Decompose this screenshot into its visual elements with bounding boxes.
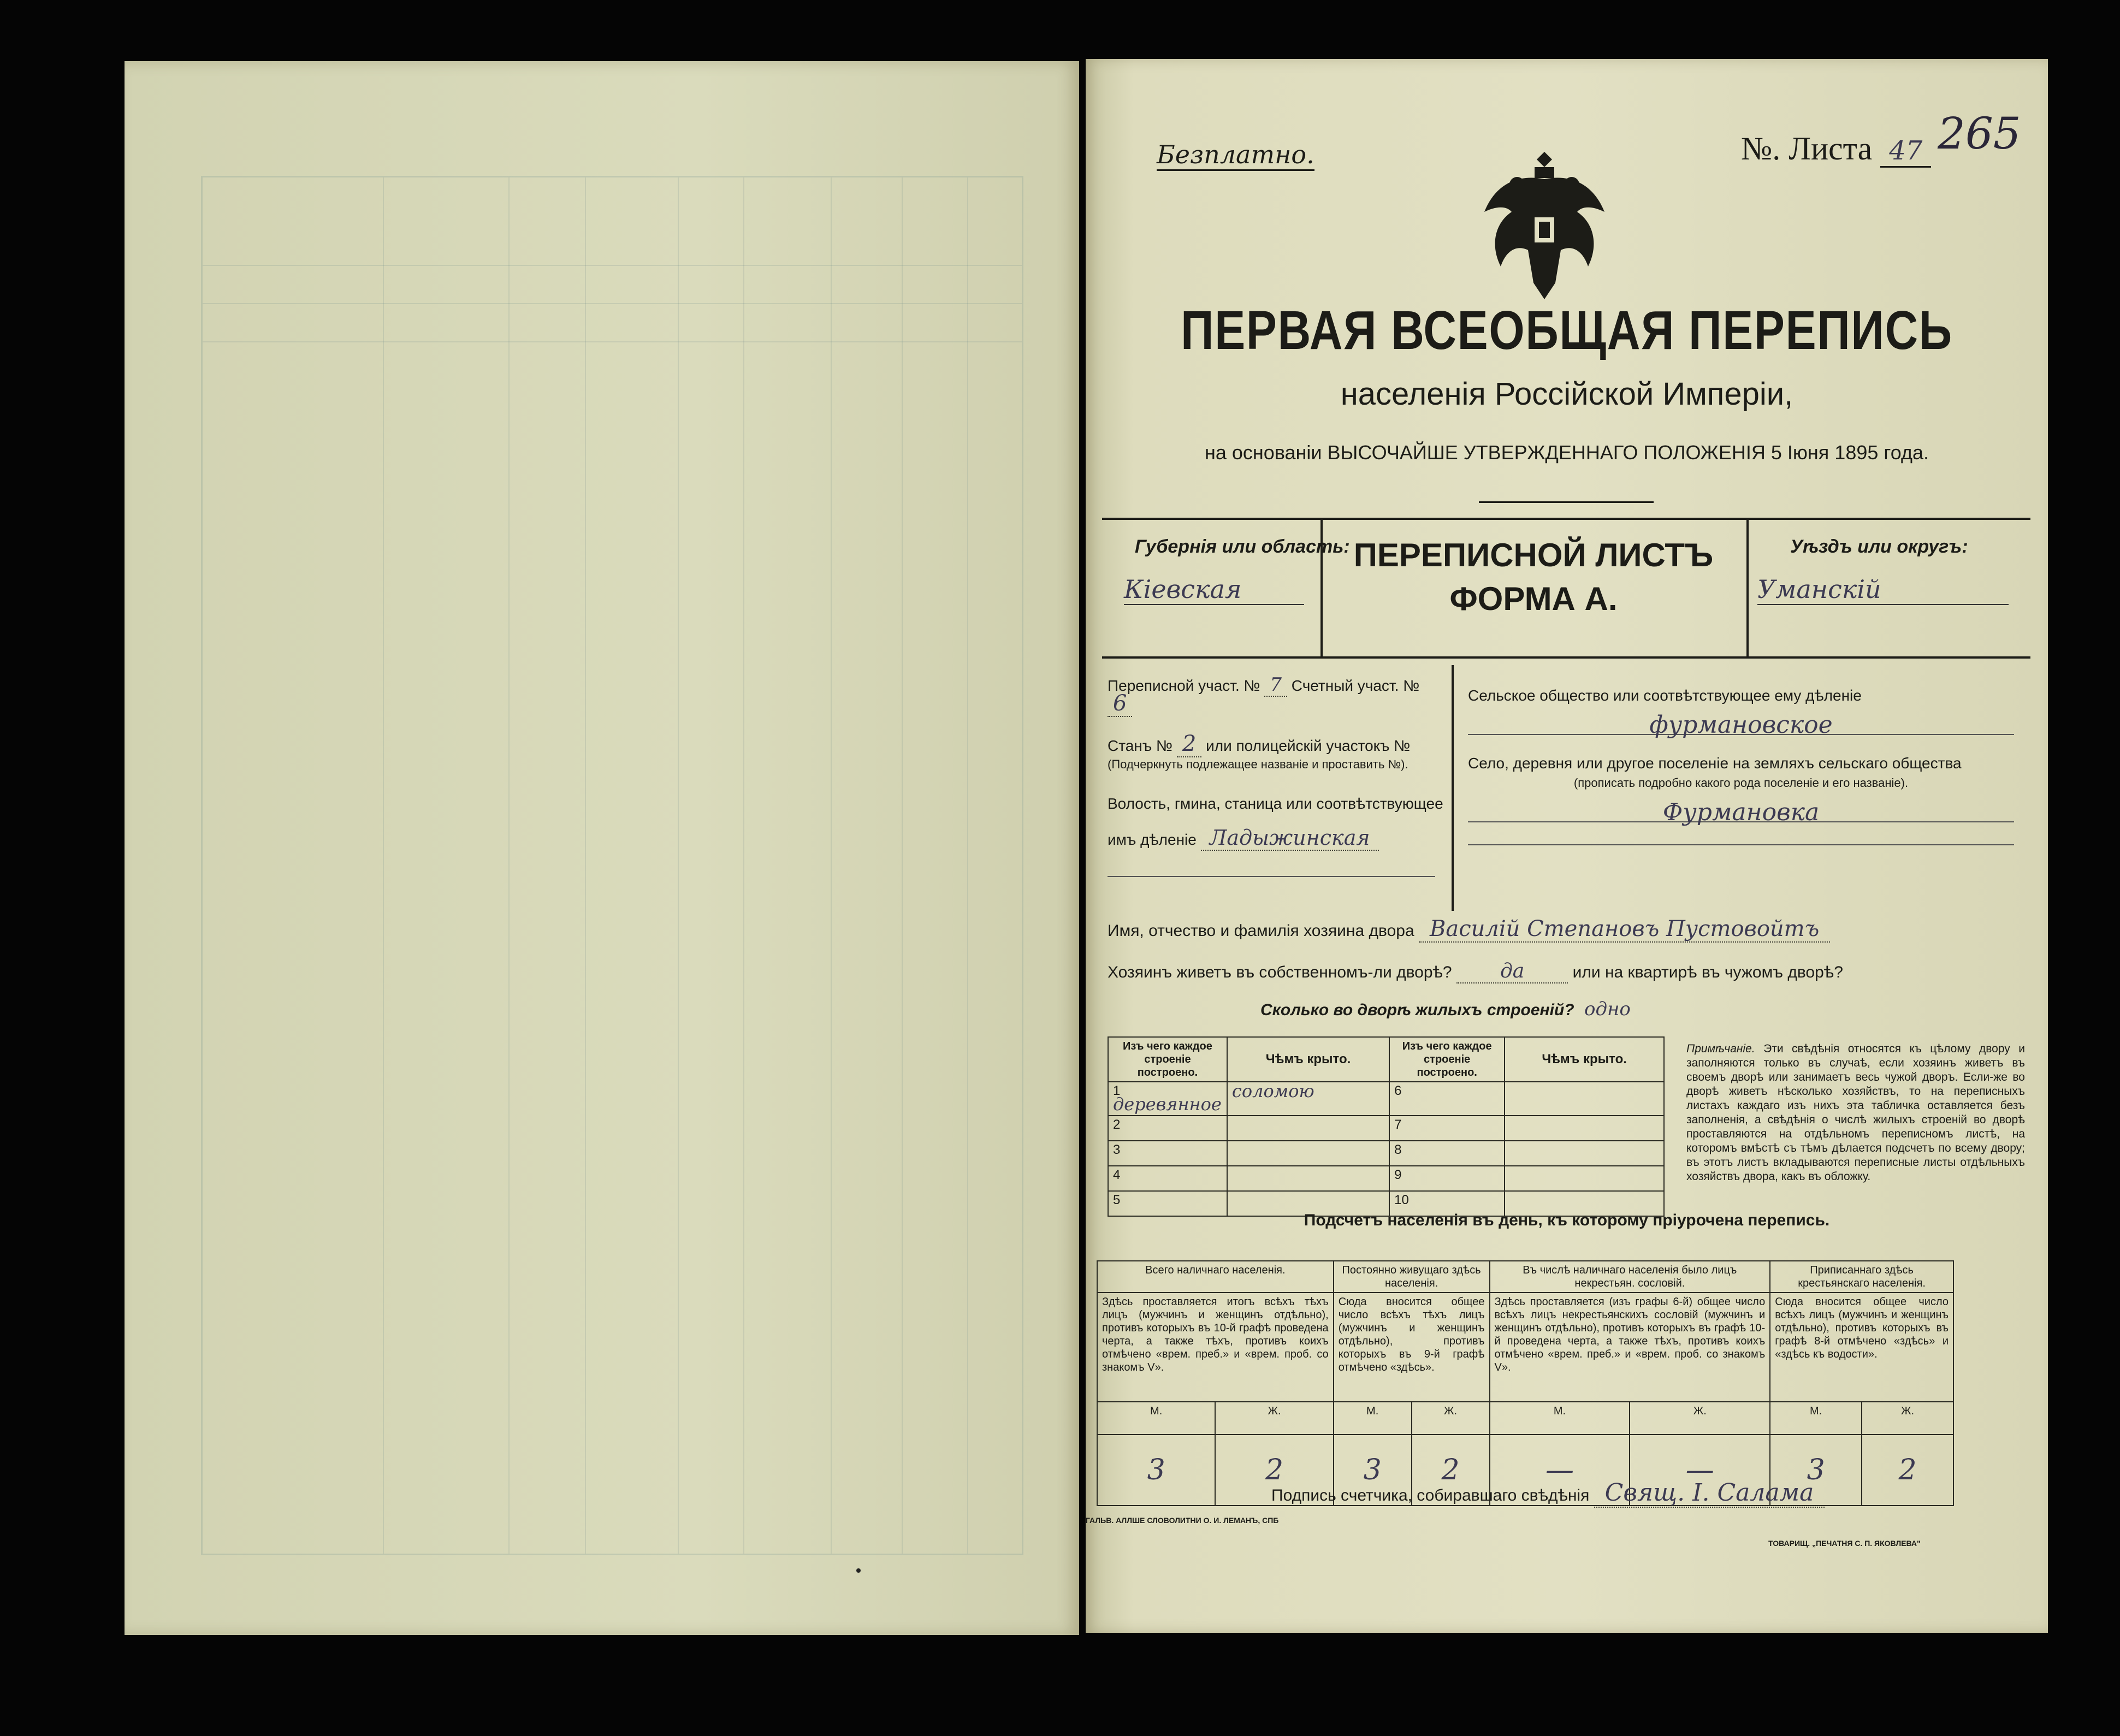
peasant-female-value: 2: [1862, 1435, 1953, 1506]
uezd-label: Уѣздъ или округъ:: [1790, 536, 1968, 557]
guberniya-label: Губернія или область:: [1135, 536, 1350, 557]
police-district-label: или полицейскій участокъ №: [1206, 737, 1411, 754]
male-header: М.: [1770, 1402, 1862, 1435]
schetny-uchast-label: Счетный участ. №: [1291, 677, 1420, 694]
row-number: 8: [1389, 1141, 1505, 1166]
form-subtitle: населенія Россійской Имперіи,: [1340, 376, 1793, 412]
uezd-value: Уманскій: [1757, 574, 2009, 605]
total-male-value: 3: [1097, 1435, 1215, 1506]
count-col-peasant-desc: Сюда вносится общее число всѣхъ лицъ (мужчинъ и женщинъ отдѣльно), противъ которыхъ въ графѣ 8-й отмѣчено «здѣсь» и «здѣсь къ водости».: [1770, 1293, 1953, 1402]
ink-dot: [856, 1568, 861, 1573]
rented-label: или на квартирѣ въ чужомъ дворѣ?: [1572, 963, 1843, 981]
table-row: [1108, 1116, 1664, 1141]
count-col-total-desc: Здѣсь проставляется итогъ всѣхъ тѣхъ лицъ (мужчинъ и женщинъ отдѣльно), противъ которыхъ въ 10-й графѣ проведена черта, а также тѣхъ, противъ коихъ отмѣчено «врем. преб.» и «врем. проб. со знакомъ V».: [1097, 1293, 1334, 1402]
volost-label-2: имъ дѣленіе: [1108, 831, 1197, 848]
permanent-female-value: 2: [1412, 1435, 1490, 1506]
settlement-block: [1468, 687, 2036, 845]
peasant-male-value: 3: [1770, 1435, 1862, 1506]
row-number: 2: [1108, 1116, 1227, 1141]
form-title-line-2: ФОРМА А.: [1449, 580, 1618, 617]
table-row: [1108, 1082, 1664, 1116]
table-row: [1108, 1166, 1664, 1191]
note-label: Примѣчаніе.: [1686, 1042, 1755, 1055]
stan-value: 2: [1177, 731, 1201, 757]
selo-value: Фурмановка: [1468, 804, 2014, 822]
female-header: Ж.: [1630, 1402, 1770, 1435]
owner-value: Василій Степановъ Пустовойтъ: [1419, 916, 1830, 943]
row-number: 7: [1389, 1116, 1505, 1141]
roof-value: соломою: [1227, 1082, 1389, 1116]
table-row: [1108, 1141, 1664, 1166]
female-header: Ж.: [1215, 1402, 1333, 1435]
obshchestvo-value: фурмановское: [1468, 716, 2014, 735]
owner-row: [1108, 916, 2036, 941]
sheet-number-value: 47: [1880, 135, 1931, 168]
double-headed-eagle-icon: [1473, 141, 1615, 305]
row-number: 3: [1108, 1141, 1227, 1166]
count-col-permanent-desc: Сюда вносится общее число всѣхъ тѣхъ лицъ (мужчинъ и женщинъ отдѣльно), противъ которыхъ въ 9-й графѣ отмѣчено «здѣсь».: [1334, 1293, 1490, 1402]
col-roof-header-2: Чѣмъ крыто.: [1505, 1037, 1664, 1082]
row-number: 5: [1108, 1191, 1227, 1216]
population-count-table: [1097, 1260, 1954, 1506]
row-number: 1: [1113, 1083, 1121, 1098]
stan-note: (Подчеркнуть подлежащее названіе и проставить №).: [1108, 757, 1408, 771]
male-header: М.: [1490, 1402, 1630, 1435]
female-header: Ж.: [1412, 1402, 1490, 1435]
selo-note: (прописать подробно какого рода поселеніе и его названіе).: [1573, 776, 1909, 790]
yard-row: [1108, 960, 2036, 982]
note-text: Эти свѣдѣнія относятся къ цѣлому двору и заполняются только въ случаѣ, если хозяинъ живетъ въ своемъ дворѣ или занимаетъ весь чужой дворъ. Если-же во дворѣ живетъ нѣсколько хозяйствъ, то на переписныхъ листахъ каждаго изъ нихъ эта табличка оставляется безъ заполненія, а свѣдѣнія о числѣ жилыхъ строеній во дворѣ проставляются на отдѣльномъ переписномъ листѣ, на которомъ вмѣстѣ съ тѣмъ дѣлается подсчетъ по всему двору; въ этотъ листъ вкладываются переписные листы отдѣльныхъ хозяйствъ двора, какъ въ обложку.: [1686, 1042, 2025, 1183]
col-material-header-2: Изъ чего каждое строеніе построено.: [1389, 1037, 1505, 1082]
female-header: Ж.: [1862, 1402, 1953, 1435]
count-col-nonpeasant-header: Въ числѣ наличнаго населенія было лицъ некрестьян. сословій.: [1490, 1261, 1770, 1293]
nonpeasant-female-value: —: [1630, 1435, 1770, 1506]
sheet-number-caption: №. Листа: [1741, 131, 1873, 167]
row-number: 4: [1108, 1166, 1227, 1191]
district-block: [1108, 676, 1446, 877]
stan-label: Станъ №: [1108, 737, 1173, 754]
buildings-label: Сколько во дворѣ жилыхъ строеній?: [1260, 1001, 1574, 1019]
count-col-permanent-header: Постоянно живущаго здѣсь населенія.: [1334, 1261, 1490, 1293]
left-page: [125, 61, 1079, 1635]
guberniya-value: Кіевская: [1124, 574, 1304, 605]
form-title-line-1: ПЕРЕПИСНОЙ ЛИСТЪ: [1353, 537, 1714, 573]
owner-label: Имя, отчество и фамилія хозяина двора: [1108, 922, 1414, 940]
buildings-table: [1108, 1036, 1665, 1217]
row-number: 9: [1389, 1166, 1505, 1191]
own-yard-label: Хозяинъ живетъ въ собственномъ-ли дворѣ?: [1108, 963, 1452, 981]
signature-value: Свящ. І. Салама: [1594, 1479, 1825, 1508]
buildings-value: одно: [1584, 998, 1631, 1020]
volost-label: Волость, гмина, станица или соотвѣтствующее: [1108, 795, 1443, 812]
row-number: 10: [1389, 1191, 1505, 1216]
perepis-uchast-value: 7: [1264, 674, 1287, 697]
obshchestvo-label: Сельское общество или соотвѣтствующее ему дѣленіе: [1468, 687, 1862, 704]
signature-label: Подпись счетчика, собиравшаго свѣдѣнія: [1271, 1486, 1590, 1504]
col-roof-header: Чѣмъ крыто.: [1227, 1037, 1389, 1082]
count-col-peasant-header: Приписаннаго здѣсь крестьянскаго населенія.: [1770, 1261, 1953, 1293]
count-col-nonpeasant-desc: Здѣсь проставляется (изъ графы 6-й) общее число всѣхъ лицъ некрестьянскихъ сословій (мужчинъ и женщинъ отдѣльно), противъ которыхъ въ графѣ 10-й проведена черта, а также тѣхъ, противъ коихъ отмѣчено «врем. преб.» и «врем. проб. со знакомъ V».: [1490, 1293, 1770, 1402]
volost-value: Ладыжинская: [1201, 826, 1379, 851]
right-printer-imprint: ТОВАРИЩ. „ПЕЧАТНЯ С. П. ЯКОВЛЕВА": [1768, 1539, 1921, 1548]
total-female-value: 2: [1215, 1435, 1333, 1506]
material-value: деревянное: [1113, 1094, 1222, 1115]
buildings-row: [1260, 998, 1636, 1020]
selo-label: Село, деревня или другое поселеніе на земляхъ сельскаго общества: [1468, 755, 1962, 772]
form-main-title: ПЕРВАЯ ВСЕОБЩАЯ ПЕРЕПИСЬ: [1181, 300, 1953, 361]
row-number: 6: [1389, 1082, 1505, 1116]
free-label: Безплатно.: [1157, 140, 1314, 171]
count-col-total-header: Всего наличнаго населенія.: [1097, 1261, 1334, 1293]
left-printer-imprint: ГАЛЬВ. АЛЛШЕ СЛОВОЛИТНИ О. И. ЛЕМАНЪ, СПБ: [1086, 1516, 1279, 1525]
count-title: Подсчетъ населенія въ день, къ которому пріурочена перепись.: [1304, 1211, 1830, 1229]
col-material-header: Изъ чего каждое строеніе построено.: [1108, 1037, 1227, 1082]
archive-number: 265: [1938, 108, 2021, 159]
note-block: [1686, 1042, 2025, 1184]
permanent-male-value: 3: [1334, 1435, 1412, 1506]
male-header: М.: [1334, 1402, 1412, 1435]
show-through-table: [201, 176, 1023, 1555]
form-header-row: [1102, 518, 2030, 659]
ornament-divider: [1479, 501, 1654, 503]
signature-row: [1271, 1479, 1825, 1507]
form-basis-line: на основаніи ВЫСОЧАЙШЕ УТВЕРЖДЕННАГО ПОЛОЖЕНІЯ 5 Іюня 1895 года.: [1204, 441, 1929, 464]
male-header: М.: [1097, 1402, 1215, 1435]
own-yard-value: да: [1456, 960, 1568, 983]
sheet-number-label: [1741, 130, 1931, 168]
census-form-page: [1086, 59, 2048, 1633]
nonpeasant-male-value: —: [1490, 1435, 1630, 1506]
schetny-uchast-value: 6: [1108, 691, 1132, 717]
perepis-uchast-label: Переписной участ. №: [1108, 677, 1260, 694]
